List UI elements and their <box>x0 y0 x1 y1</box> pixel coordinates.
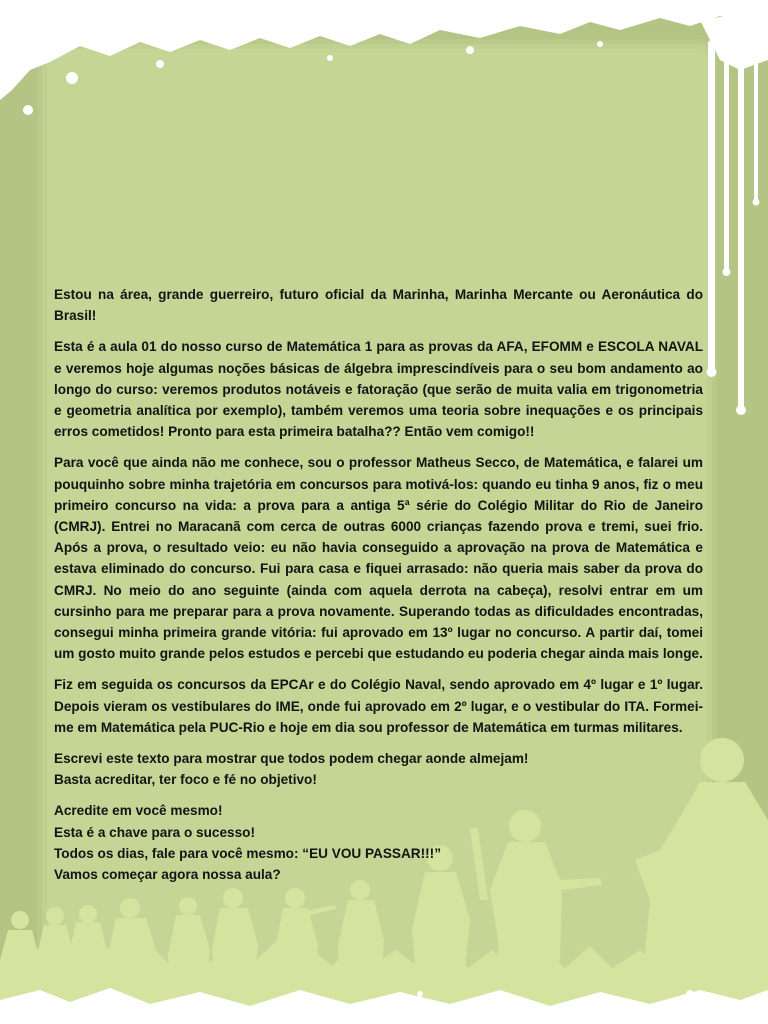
closing-line: Acredite em você mesmo! <box>54 803 223 819</box>
paragraph-achievements: Fiz em seguida os concursos da EPCAr e do Colégio Naval, sendo aprovado em 4º lugar e 1º lugar. Depois vieram os vestibulares do IME, onde fui aprovado em 2º lugar, e o vestibular do ITA. Formei-me em Matemática pela PUC-Rio e hoje em dia sou professor de Matemática em turmas militares. <box>54 677 703 735</box>
paint-drips <box>700 10 768 415</box>
paragraph-greeting: Estou na área, grande guerreiro, futuro oficial da Marinha, Marinha Mercante ou Aeronáutica do Brasil! <box>54 287 703 324</box>
closing-line: Vamos começar agora nossa aula? <box>54 867 281 883</box>
message-line: Basta acreditar, ter foco e fé no objetivo! <box>54 772 317 788</box>
paragraph-closing <box>54 800 703 885</box>
paragraph-message <box>54 748 703 790</box>
closing-line: Esta é a chave para o sucesso! <box>54 824 255 840</box>
paragraph-course-intro: Esta é a aula 01 do nosso curso de Matemática 1 para as provas da AFA, EFOMM e ESCOLA NAVAL e veremos hoje algumas noções básicas de álgebra imprescindíveis para o seu bom andamento ao longo do curso: veremos produtos notáveis e fatoração (que serão de muita valia em trigonometria e geometria analítica por exemplo), também veremos uma teoria sobre inequações e os principais erros cometidos! Pronto para esta primeira batalha?? Então vem comigo!! <box>54 339 703 440</box>
paragraph-trajectory: Para você que ainda não me conhece, sou o professor Matheus Secco, de Matemática, e falarei um pouquinho sobre minha trajetória em concursos para motivá-los: quando eu tinha 9 anos, fiz o meu primeiro concurso na vida: a prova para a antiga 5ª série do Colégio Militar do Rio de Janeiro (CMRJ). Entrei no Maracanã com cerca de outras 6000 crianças fazendo prova e tremi, suei frio. Após a prova, o resultado veio: eu não havia conseguido a aprovação na prova de Matemática e estava eliminado do concurso. Fui para casa e fiquei arrasado: não queria mais saber da prova do CMRJ. No meio do ano seguinte (ainda com aquela derrota na cabeça), resolvi entrar em um cursinho para me preparar para a prova novamente. Superando todas as dificuldades encontradas, consegui minha primeira grande vitória: fui aprovado em 13º lugar no concurso. A partir daí, tomei um gosto muito grande pelos estudos e percebi que estudando eu poderia chegar ainda mais longe. <box>54 455 703 662</box>
message-line: Escrevi este texto para mostrar que todos podem chegar aonde almejam! <box>54 751 529 767</box>
closing-line: Todos os dias, fale para você mesmo: “EU VOU PASSAR!!!” <box>54 845 442 861</box>
letter-body <box>54 284 703 895</box>
